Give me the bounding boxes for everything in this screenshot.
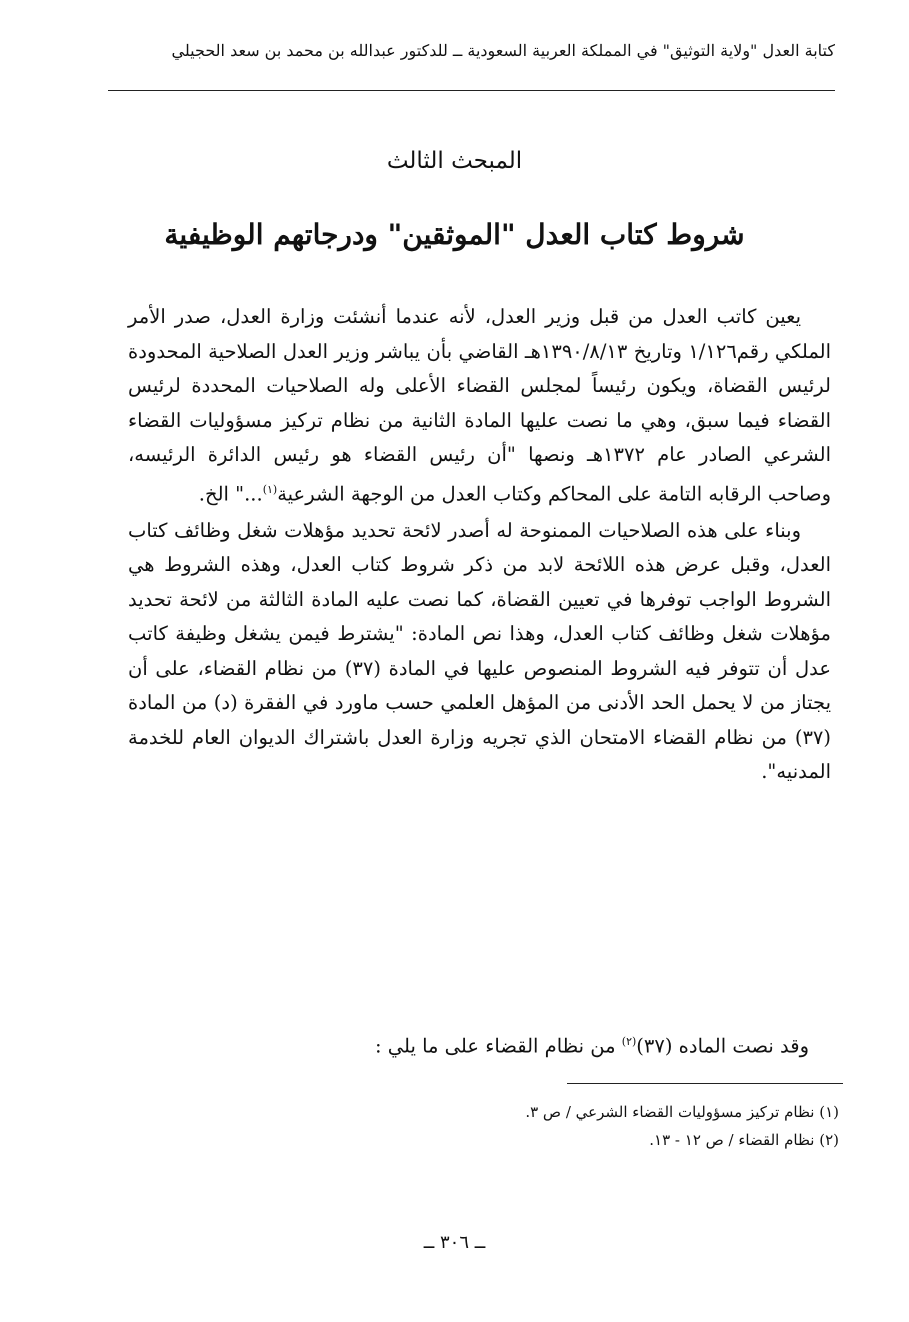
body-text [128, 300, 831, 790]
page-number: ــ ٣٠٦ ــ [423, 1232, 486, 1253]
closing-line [128, 1025, 809, 1064]
footnote-ref-2: (٢) [621, 1035, 637, 1048]
section-title: شروط كتاب العدل "الموثقين" ودرجاتهم الوظيفية [164, 218, 745, 251]
paragraph-1 [128, 300, 831, 512]
paragraph-1-tail: ..." الخ. [198, 482, 263, 505]
running-header: كتابة العدل "ولاية التوثيق" في المملكة العربية السعودية ــ للدكتور عبدالله بن محمد بن سعد الحجيلي [171, 41, 835, 60]
paragraph-2: وبناء على هذه الصلاحيات الممنوحة له أصدر لائحة تحديد مؤهلات شغل وظائف كتاب العدل، وقبل عرض هذه اللائحة لابد من ذكر شروط كتاب العدل، وهذه الشروط هي الشروط الواجب توفرها في تعيين القضاة، كما نصت عليه المادة الثالثة من لائحة تحديد مؤهلات شغل وظائف كتاب العدل، وهذا نص المادة: "يشترط فيمن يشغل وظيفة كاتب عدل أن تتوفر فيه الشروط المنصوص عليها في المادة (٣٧) من نظام القضاء، على أن يجتاز من لا يحمل الحد الأدنى من المؤهل العلمي حسب ماورد في الفقرة (د) من المادة (٣٧) من نظام القضاء الامتحان الذي تجريه وزارة العدل باشتراك الديوان العام للخدمة المدنيه". [128, 518, 831, 783]
footnote-ref-1: (١) [262, 482, 278, 496]
section-number: المبحث الثالث [386, 148, 523, 174]
footnote-2: (٢) نظام القضاء / ص ١٢ - ١٣. [649, 1131, 839, 1149]
footnote-1: (١) نظام تركيز مسؤوليات القضاء الشرعي / ص ٣. [525, 1103, 839, 1121]
footnote-divider [567, 1083, 843, 1084]
paragraph-1-text: يعين كاتب العدل من قبل وزير العدل، لأنه عندما أنشئت وزارة العدل، صدر الأمر الملكي رقم١/١٢٦ وتاريخ ١٣٩٠/٨/١٣هـ القاضي بأن يباشر وزير العدل الصلاحية المحدودة لرئيس القضاة، ويكون رئيساً لمجلس القضاء الأعلى وله الصلاحيات المحددة لرئيس القضاء فيما سبق، وهي ما نصت عليها المادة الثانية من نظام تركيز مسؤوليات القضاء الشرعي الصادر عام ١٣٧٢هـ ونصها "أن رئيس القضاء هو رئيس الدائرة الرئيسه، وصاحب الرقابه التامة على المحاكم وكتاب العدل من الوجهة الشرعية [128, 305, 831, 505]
header-divider [108, 90, 835, 91]
footnotes [300, 1098, 839, 1154]
closing-line-before: وقد نصت الماده (٣٧) [636, 1034, 809, 1058]
closing-line-after: من نظام القضاء على ما يلي : [374, 1034, 622, 1058]
